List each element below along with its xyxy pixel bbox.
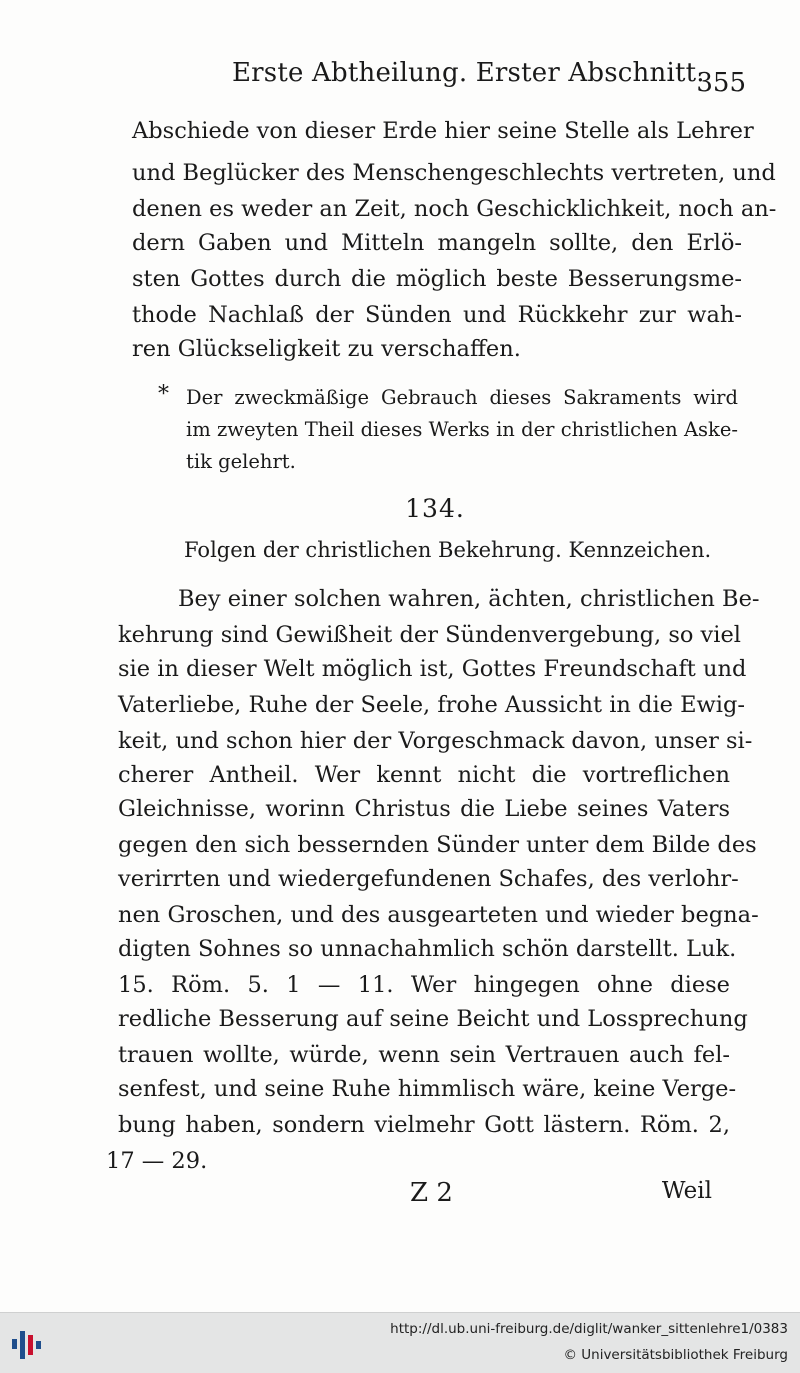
ub-freiburg-logo-icon[interactable]	[8, 1325, 48, 1365]
text-line: ren Glückseligkeit zu verschaffen.	[132, 336, 521, 362]
text-line: denen es weder an Zeit, noch Geschicklichkeit, noch an-	[132, 196, 777, 222]
footnote-line: Der zweckmäßige Gebrauch dieses Sakraments wird	[186, 386, 738, 409]
text-line: Abschiede von dieser Erde hier seine Stelle als Lehrer	[132, 118, 754, 144]
source-url-link[interactable]: http://dl.ub.uni-freiburg.de/diglit/wanker_sittenlehre1/0383	[390, 1321, 788, 1337]
text-line: keit, und schon hier der Vorgeschmack davon, unser si-	[118, 728, 753, 754]
text-line: sten Gottes durch die möglich beste Besserungsme-	[132, 266, 742, 292]
text-line: Bey einer solchen wahren, ächten, christlichen Be-	[178, 586, 760, 612]
text-line: bung haben, sondern vielmehr Gott lästern. Röm. 2,	[118, 1112, 730, 1138]
section-title: Folgen der christlichen Bekehrung. Kennzeichen.	[184, 538, 712, 562]
page-bottom-marks	[410, 1178, 712, 1212]
text-line: dern Gaben und Mitteln mangeln sollte, den Erlö-	[132, 230, 742, 256]
text-line: nen Groschen, und des ausgearteten und wieder begna-	[118, 902, 759, 928]
viewer-footer	[0, 1312, 800, 1373]
text-line: Gleichnisse, worinn Christus die Liebe seines Vaters	[118, 796, 730, 822]
text-line: trauen wollte, würde, wenn sein Vertrauen auch fel-	[118, 1042, 730, 1068]
text-line: cherer Antheil. Wer kennt nicht die vortreflichen	[118, 762, 730, 788]
text-line: gegen den sich bessernden Sünder unter dem Bilde des	[118, 832, 757, 858]
text-line: 17 — 29.	[106, 1148, 208, 1174]
text-line: und Beglücker des Menschengeschlechts vertreten, und	[132, 160, 776, 186]
signature-mark: Z 2	[410, 1178, 453, 1208]
page-header	[232, 58, 752, 102]
text-line: senfest, und seine Ruhe himmlisch wäre, keine Verge-	[118, 1076, 737, 1102]
text-line: verirrten und wiedergefundenen Schafes, des verlohr-	[118, 866, 739, 892]
footnote-marker: *	[158, 382, 169, 407]
page-number: 355	[696, 68, 746, 98]
text-line: Vaterliebe, Ruhe der Seele, frohe Aussicht in die Ewig-	[118, 692, 746, 718]
footnote-line: tik gelehrt.	[186, 450, 296, 473]
running-head: Erste Abtheilung. Erster Abschnitt.	[232, 58, 705, 88]
section-number: 134.	[405, 494, 465, 523]
text-line: digten Sohnes so unnachahmlich schön darstellt. Luk.	[118, 936, 737, 962]
copyright-notice: © Universitätsbibliothek Freiburg	[563, 1347, 788, 1363]
text-line: thode Nachlaß der Sünden und Rückkehr zur wah-	[132, 302, 742, 328]
footnote-line: im zweyten Theil dieses Werks in der christlichen Aske-	[186, 418, 738, 441]
text-line: 15. Röm. 5. 1 — 11. Wer hingegen ohne diese	[118, 972, 730, 998]
text-line: sie in dieser Welt möglich ist, Gottes Freundschaft und	[118, 656, 747, 682]
text-line: kehrung sind Gewißheit der Sündenvergebung, so viel	[118, 622, 741, 648]
catchword: Weil	[661, 1178, 712, 1204]
text-line: redliche Besserung auf seine Beicht und Lossprechung	[118, 1006, 748, 1032]
